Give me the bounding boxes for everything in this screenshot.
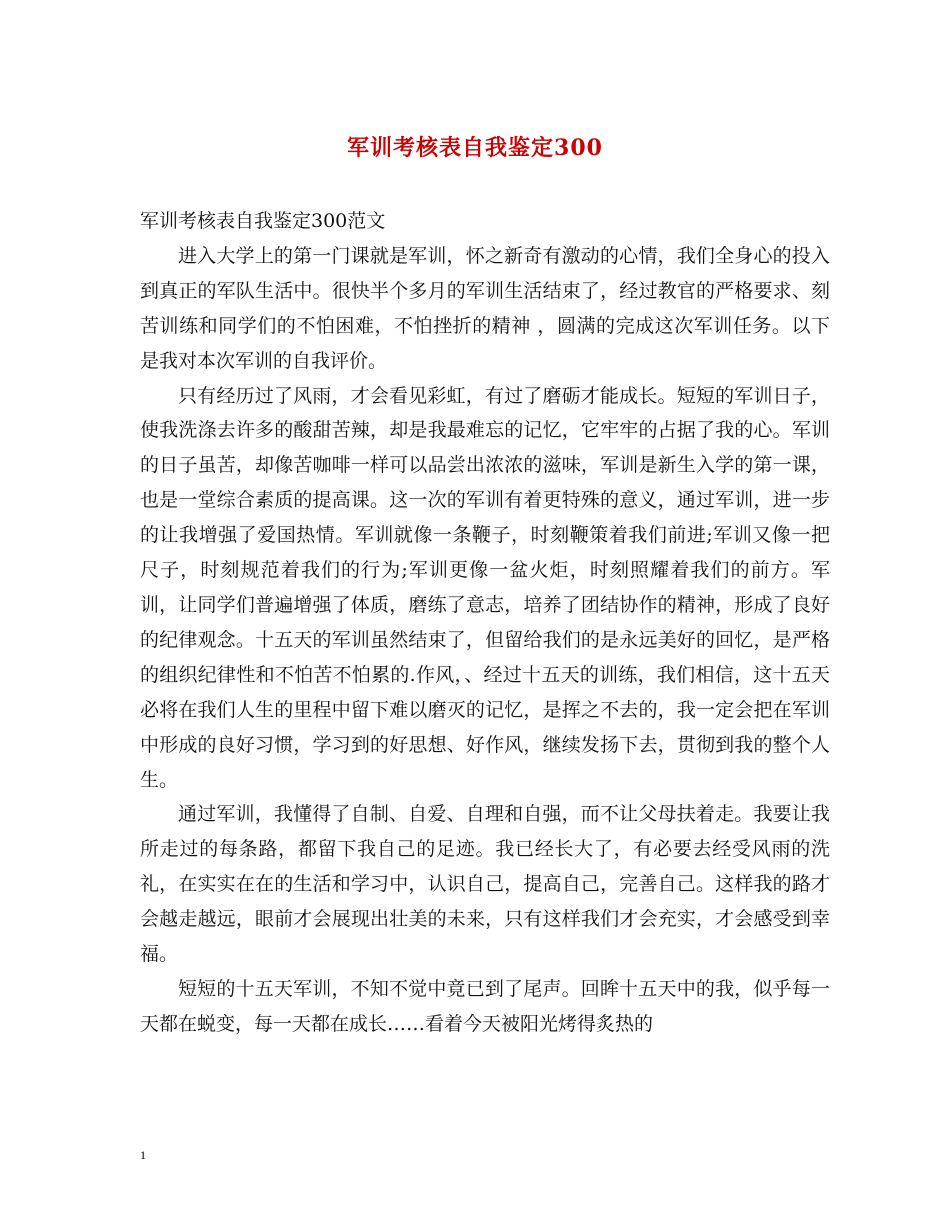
document-body xyxy=(140,204,830,1042)
paragraph-3: 通过军训，我懂得了自制、自爱、自理和自强，而不让父母扶着走。我要让我所走过的每条路，都留下我自己的足迹。我已经长大了，有必要去经受风雨的洗礼，在实实在在的生活和学习中，认识自己，提高自己，完善自己。这样我的路才会越走越远，眼前才会展现出壮美的未来，只有这样我们才会充实，才会感受到幸福。 xyxy=(140,803,830,966)
paragraph-1: 进入大学上的第一门课就是军训，怀之新奇有激动的心情，我们全身心的投入到真正的军队生活中。很快半个多月的军训生活结束了，经过教官的严格要求、刻苦训练和同学们的不怕困难，不怕挫折的精神 ，圆满的完成这次军训任务。以下是我对本次军训的自我评价。 xyxy=(140,244,830,372)
document-subtitle: 军训考核表自我鉴定300范文 xyxy=(140,210,386,232)
paragraph-4: 短短的十五天军训，不知不觉中竟已到了尾声。回眸十五天中的我，似乎每一天都在蜕变，每一天都在成长……看着今天被阳光烤得炙热的 xyxy=(140,977,830,1035)
page-number: 1 xyxy=(140,1148,146,1162)
document-title: 军训考核表自我鉴定300 xyxy=(347,135,603,161)
paragraph-2: 只有经历过了风雨，才会看见彩虹，有过了磨砺才能成长。短短的军训日子，使我洗涤去许多的酸甜苦辣，却是我最难忘的记忆，它牢牢的占据了我的心。军训的日子虽苦，却像苦咖啡一样可以品尝出浓浓的滋味，军训是新生入学的第一课，也是一堂综合素质的提高课。这一次的军训有着更特殊的意义，通过军训，进一步的让我增强了爱国热情。军训就像一条鞭子，时刻鞭策着我们前进;军训又像一把尺子，时刻规范着我们的行为;军训更像一盆火炬，时刻照耀着我们的前方。军训，让同学们普遍增强了体质，磨练了意志，培养了团结协作的精神，形成了良好的纪律观念。十五天的军训虽然结束了，但留给我们的是永远美好的回忆，是严格的组织纪律性和不怕苦不怕累的.作风，、经过十五天的训练，我们相信，这十五天必将在我们人生的里程中留下难以磨灭的记忆，是挥之不去的，我一定会把在军训中形成的良好习惯，学习到的好思想、好作风，继续发扬下去，贯彻到我的整个人生。 xyxy=(140,384,830,791)
